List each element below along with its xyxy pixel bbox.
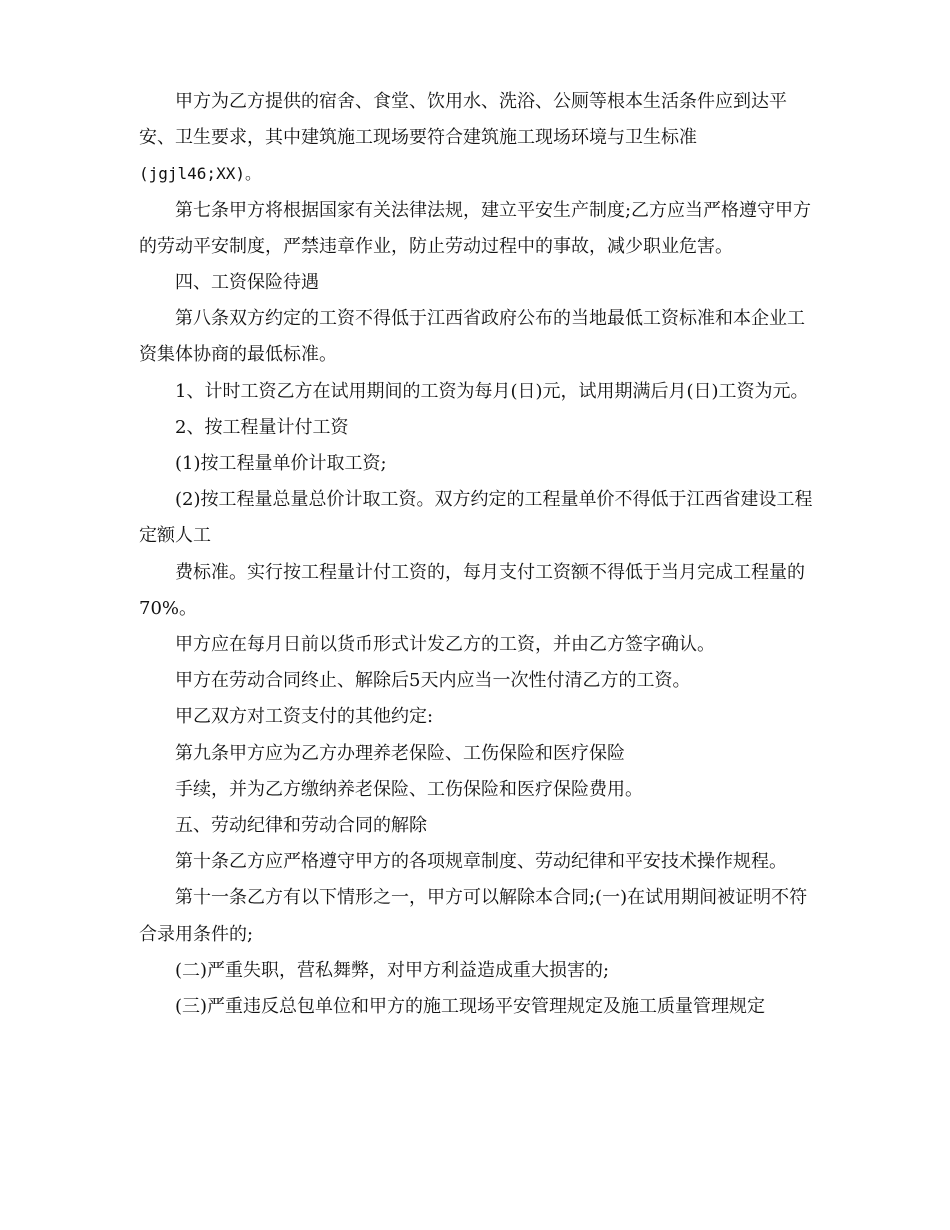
paragraph-standard-code: (jgjl46;XX)。 (139, 164, 261, 184)
paragraph-serious-dereliction: (二)严重失职，营私舞弊，对甲方利益造成重大损害的; (175, 959, 610, 981)
paragraph-fee-standard: 费标准。实行按工程量计付工资的，每月支付工资额不得低于当月完成工程量的70%。 (139, 561, 805, 619)
paragraph-article-9: 第九条甲方应为乙方办理养老保险、工伤保险和医疗保险 (175, 742, 625, 764)
paragraph-article-7: 第七条甲方将根据国家有关法律法规，建立平安生产制度;乙方应当严格遵守甲方的劳动平安制度，严禁违章作业，防止劳动过程中的事故，减少职业危害。 (139, 199, 812, 257)
paragraph-time-wage: 1、计时工资乙方在试用期间的工资为每月(日)元，试用期满后月(日)工资为元。 (175, 380, 809, 402)
paragraph-unit-price: (1)按工程量单价计取工资; (175, 453, 387, 475)
paragraph-serious-violation: (三)严重违反总包单位和甲方的施工现场平安管理规定及施工质量管理规定 (175, 996, 766, 1018)
paragraph-monthly-payment: 甲方应在每月日前以货币形式计发乙方的工资，并由乙方签字确认。 (175, 634, 715, 656)
paragraph-article-8: 第八条双方约定的工资不得低于江西省政府公布的当地最低工资标准和本企业工资集体协商的最低标准。 (139, 308, 805, 366)
section-heading-labor-discipline: 五、劳动纪律和劳动合同的解除 (175, 815, 427, 837)
paragraph-living-conditions: 甲方为乙方提供的宿舍、食堂、饮用水、洗浴、公厕等根本生活条件应到达平安、卫生要求，其中建筑施工现场要符合建筑施工现场环境与卫生标准 (139, 91, 787, 149)
document-body (139, 84, 814, 1025)
paragraph-total-price: (2)按工程量总量总价计取工资。双方约定的工程量单价不得低于江西省建设工程定额人工 (139, 489, 813, 547)
paragraph-other-agreement: 甲乙双方对工资支付的其他约定: (175, 706, 434, 728)
paragraph-article-10: 第十条乙方应严格遵守甲方的各项规章制度、劳动纪律和平安技术操作规程。 (175, 851, 787, 873)
paragraph-quantity-wage-heading: 2、按工程量计付工资 (175, 416, 349, 438)
paragraph-final-payment: 甲方在劳动合同终止、解除后5天内应当一次性付清乙方的工资。 (175, 670, 691, 692)
section-heading-wages-insurance: 四、工资保险待遇 (175, 272, 319, 294)
paragraph-article-11: 第十一条乙方有以下情形之一，甲方可以解除本合同;(一)在试用期间被证明不符合录用条件的; (139, 887, 808, 945)
paragraph-insurance-fees: 手续，并为乙方缴纳养老保险、工伤保险和医疗保险费用。 (175, 778, 643, 800)
